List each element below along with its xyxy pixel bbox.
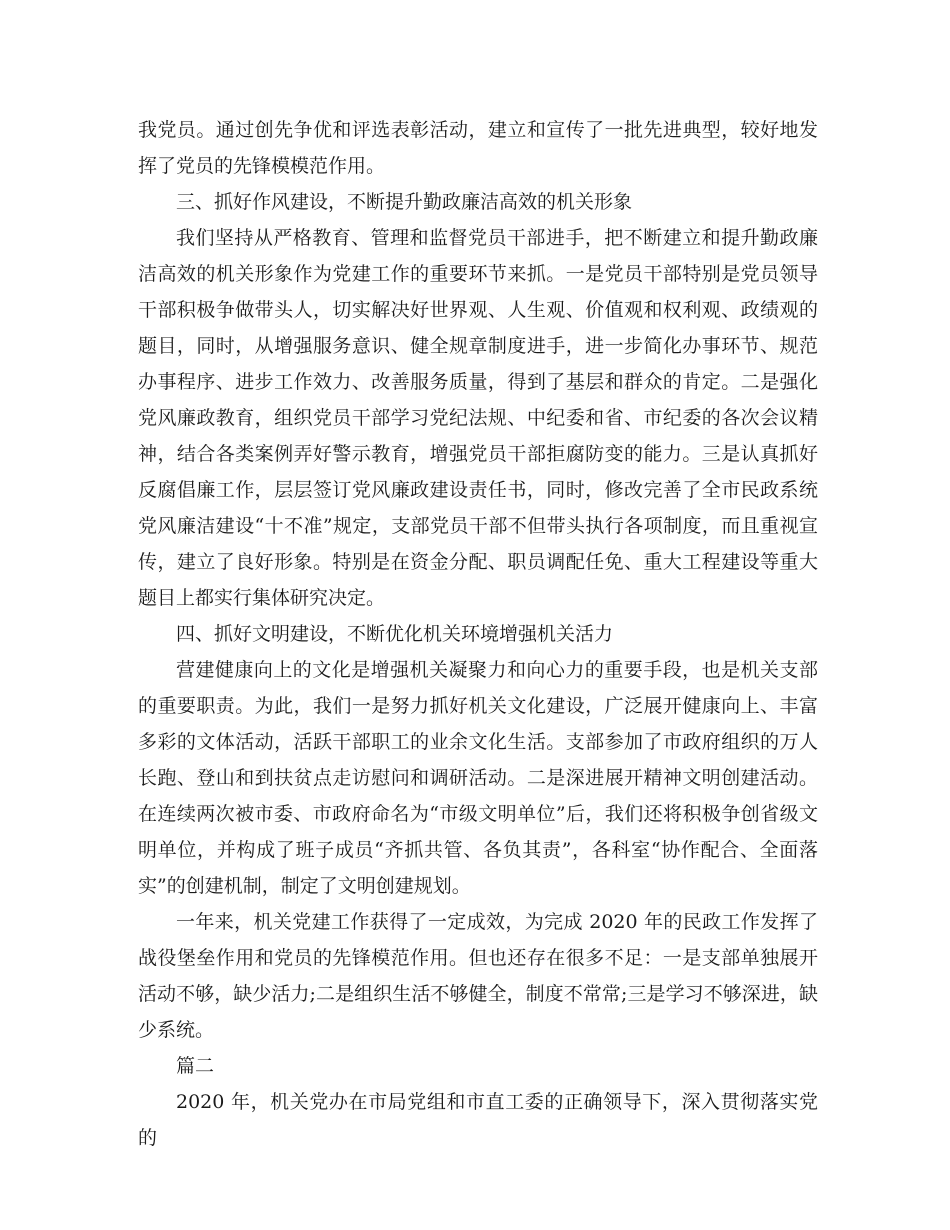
section-heading-part-two: 篇二	[176, 1055, 215, 1077]
document-body	[138, 112, 818, 1156]
section-heading-4: 四、抓好文明建设，不断优化机关环境增强机关活力	[176, 623, 614, 645]
section-heading-3: 三、抓好作风建设，不断提升勤政廉洁高效的机关形象	[176, 191, 633, 213]
paragraph-civilization-building: 营建健康向上的文化是增强机关凝聚力和向心力的重要手段，也是机关支部的重要职责。为此，我们一是努力抓好机关文化建设，广泛展开健康向上、丰富多彩的文体活动，活跃干部职工的业余文化生活。支部参加了市政府组织的万人长跑、登山和到扶贫点走访慰问和调研活动。二是深进展开精神文明创建活动。在连续两次被市委、市政府命名为“市级文明单位”后，我们还将积极争创省级文明单位，并构成了班子成员“齐抓共管、各负其责”，各科室“协作配合、全面落实”的创建机制，制定了文明创建规划。	[138, 659, 818, 897]
paragraph-continuation: 我党员。通过创先争优和评选表彰活动，建立和宣传了一批先进典型，较好地发挥了党员的先锋模模范作用。	[138, 119, 818, 177]
paragraph-part-two-intro: 2020 年，机关党办在市局党组和市直工委的正确领导下，深入贯彻落实党的	[138, 1091, 818, 1149]
paragraph-summary: 一年来，机关党建工作获得了一定成效，为完成 2020 年的民政工作发挥了战役堡垒作用和党员的先锋模范作用。但也还存在很多不足：一是支部单独展开活动不够，缺少活力;二是组织生活不够健全，制度不常常;三是学习不够深进，缺少系统。	[138, 911, 818, 1041]
paragraph-style-building: 我们坚持从严格教育、管理和监督党员干部进手，把不断建立和提升勤政廉洁高效的机关形象作为党建工作的重要环节来抓。一是党员干部特别是党员领导干部积极争做带头人，切实解决好世界观、人生观、价值观和权利观、政绩观的题目，同时，从增强服务意识、健全规章制度进手，进一步简化办事环节、规范办事程序、进步工作效力、改善服务质量，得到了基层和群众的肯定。二是强化党风廉政教育，组织党员干部学习党纪法规、中纪委和省、市纪委的各次会议精神，结合各类案例弄好警示教育，增强党员干部拒腐防变的能力。三是认真抓好反腐倡廉工作，层层签订党风廉政建设责任书，同时，修改完善了全市民政系统党风廉洁建设“十不准”规定，支部党员干部不但带头执行各项制度，而且重视宣传，建立了良好形象。特别是在资金分配、职员调配任免、重大工程建设等重大题目上都实行集体研究决定。	[138, 227, 818, 609]
